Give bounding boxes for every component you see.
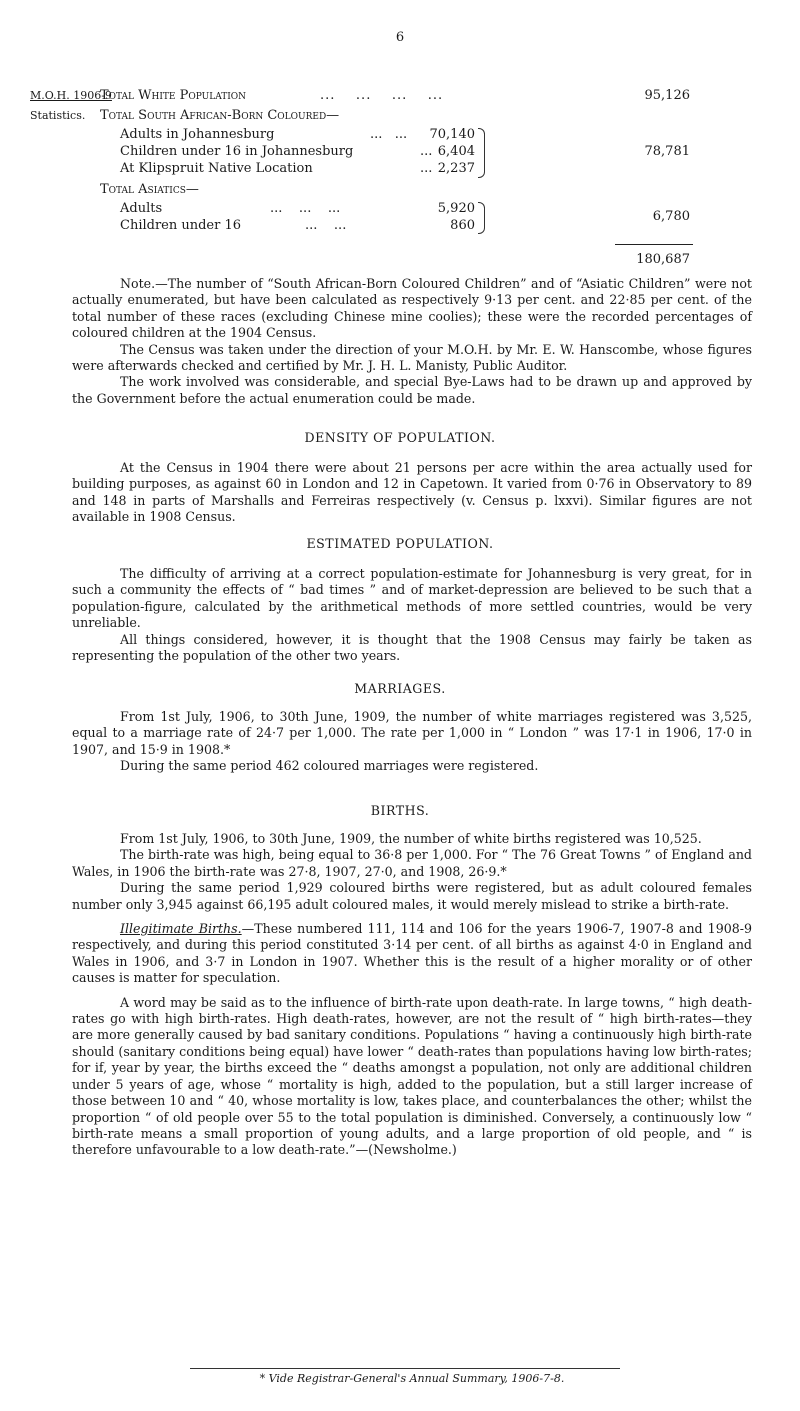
- births-paragraph-3: During the same period 1,929 coloured births were registered, but as adult coloured females number only 3,945 against 66,195 adult coloured males, it would merely mislead to strike a birth-rate.: [72, 880, 752, 912]
- births-paragraph-1: From 1st July, 1906, to 30th June, 1909, the number of white births registered was 10,525.: [120, 831, 702, 846]
- note-paragraph-1: Note.—The number of “South African-Born Coloured Children” and of “Asiatic Children” were not actually enumerated, but have been calculated as respectively 9·13 per cent. and 22·85 per cent. of the total number of these races (excluding Chinese mine coolies); these were the recorded percentages of coloured children at the 1904 Census.: [72, 276, 752, 341]
- footnote-rule: [190, 1368, 620, 1369]
- coloured-brace: [478, 128, 485, 178]
- white-value: 95,126: [644, 88, 690, 103]
- note-paragraph-2: The Census was taken under the direction of your M.O.H. by Mr. E. W. Hanscombe, whose figures were afterwards checked and certified by Mr. J. H. L. Manisty, Public Auditor.: [72, 341, 752, 374]
- white-label: Total White Population: [100, 88, 247, 103]
- asiatics-row-2: Children under 16: [120, 218, 242, 233]
- coloured-value-3: 2,237: [437, 161, 475, 176]
- page-number: 6: [395, 30, 405, 45]
- density-section: [72, 460, 752, 526]
- margin-code: M.O.H. 1906-9: [30, 89, 112, 102]
- births-paragraph-2: The birth-rate was high, being equal to 36·8 per 1,000. For “ The 76 Great Towns ” of England and Wales, in 1906 the birth-rate was 27·8, 1907, 27·0, and 1908, 26·9.*: [72, 847, 752, 879]
- density-heading: DENSITY OF POPULATION.: [304, 430, 496, 445]
- population-table: Total White Population ... ... ... ... 95,126 Total South African-Born Coloured— Adults in Johannesburg ... ... 70,140 Children under 16 in Johannesburg ... 6,404 At Klipspruit Native Location ... 2,237 78,781 Total Asiatics— Adults ... ... ... 5,920 Children under 16 ... ... 860 6,780 180,687: [0, 0, 800, 280]
- estimated-paragraph-1: The difficulty of arriving at a correct population-estimate for Johannesburg is very great, for in such a community the effects of “ bad times ” and of market-depression are believed to be such that a population-figure, calculated by the arithmetical methods of more settled countries, would be very unreliable.: [72, 566, 752, 631]
- asiatics-total: 6,780: [652, 209, 690, 224]
- coloured-value-2: 6,404: [437, 144, 475, 159]
- coloured-heading: Total South African-Born Coloured—: [100, 108, 340, 123]
- note-paragraph-3: The work involved was considerable, and special Bye-Laws had to be drawn up and approved by the Government before the actual enumeration could be made.: [72, 374, 752, 406]
- marriages-paragraph-1: From 1st July, 1906, to 30th June, 1909, the number of white marriages registered was 3,525, equal to a marriage rate of 24·7 per 1,000. The rate per 1,000 in “ London ” was 17·1 in 1906, 17·0 in 1907, and 15·9 in 1908.*: [72, 709, 752, 757]
- marriages-paragraph-2: During the same period 462 coloured marriages were registered.: [120, 758, 539, 774]
- census-note: [72, 276, 752, 407]
- margin-topic: Statistics.: [30, 109, 86, 122]
- asiatics-heading: Total Asiatics—: [100, 182, 199, 197]
- coloured-row-3: At Klipspruit Native Location: [120, 161, 313, 176]
- coloured-total: 78,781: [644, 144, 690, 159]
- estimated-heading: ESTIMATED POPULATION.: [306, 536, 494, 551]
- estimated-section: [72, 566, 752, 664]
- illegitimate-title: Illegitimate Births.: [120, 921, 242, 937]
- footnote: * Vide Registrar-General's Annual Summary, 1906-7-8.: [259, 1372, 565, 1385]
- estimated-paragraph-2: All things considered, however, it is thought that the 1908 Census may fairly be taken as representing the population of the other two years.: [72, 631, 752, 664]
- marriages-section: [72, 709, 752, 775]
- asiatics-value-1: 5,920: [437, 201, 475, 216]
- white-row: Total White Population ... ... ... ...: [100, 88, 444, 103]
- density-paragraph: At the Census in 1904 there were about 21 persons per acre within the area actually used for building purposes, as against 60 in London and 12 in Capetown. It varied from 0·76 in Observatory to 89 and 148 in parts of Marshalls and Ferreiras respectively (v. Census p. lxxvi). Similar figures are not available in 1908 Census.: [72, 460, 752, 525]
- coloured-value-1: 70,140: [429, 127, 475, 142]
- total-rule: [615, 244, 693, 245]
- marriages-heading: MARRIAGES.: [354, 681, 446, 696]
- coloured-row-2: Children under 16 in Johannesburg: [120, 144, 354, 159]
- births-heading: BIRTHS.: [370, 803, 430, 818]
- birth-death-paragraph: A word may be said as to the influence of birth-rate upon death-rate. In large towns, “ high death-rates go with high birth-rates. High death-rates, however, are not the result of “ high birth-rates—they are more generally caused by bad sanitary conditions. Populations “ having a continuously high birth-rate should (sanitary conditions being equal) have lower “ death-rates than populations having low birth-rates; for if, year by year, the births exceed the “ deaths amongst a population, not only are additional children under 5 years of age, whose “ mortality is high, added to the population, but a still larger increase of those between 10 and “ 40, whose mortality is low, takes place, and counterbalances the other; whilst the proportion “ of old people over 55 to the total population is diminished. Conversely, a continuously low “ birth-rate means a small proportion of young adults, and a large proportion of old people, and “ is therefore unfavourable to a low death-rate.”—(Newsholme.): [72, 994, 752, 1158]
- asiatics-value-2: 860: [450, 218, 475, 233]
- illegitimate-paragraph: [72, 921, 752, 987]
- illegitimate-text: —These numbered 111, 114 and 106 for the years 1906-7, 1907-8 and 1908-9 respectively, and during this period constituted 3·14 per cent. of all births as against 4·0 in England and Wales in 1906, and 3·7 in London in 1907. Whether this is the result of a higher morality or of other causes is matter for speculation.: [72, 921, 752, 986]
- asiatics-row-1: Adults: [120, 201, 163, 216]
- grand-total: 180,687: [636, 252, 690, 267]
- coloured-row-1: Adults in Johannesburg: [120, 127, 275, 142]
- asiatics-brace: [478, 202, 485, 234]
- births-section: [72, 831, 752, 1159]
